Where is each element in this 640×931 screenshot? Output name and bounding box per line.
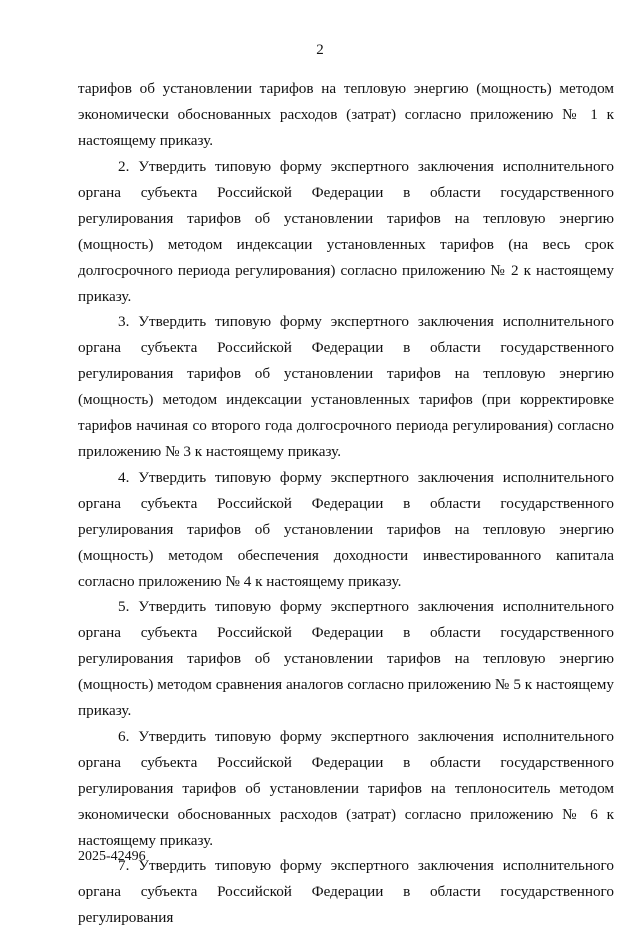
document-body — [78, 76, 614, 931]
paragraph-item-6: 6. Утвердить типовую форму экспертного заключения исполнительного органа субъекта Российской Федерации в области государственного регулирования тарифов об установлении тарифов на теплоноситель методом экономически обоснованных расходов (затрат) согласно приложению № 6 к настоящему приказу. — [78, 727, 614, 849]
paragraph-item-4: 4. Утвердить типовую форму экспертного заключения исполнительного органа субъекта Российской Федерации в области государственного регулирования тарифов об установлении тарифов на тепловую энергию (мощность) методом обеспечения доходности инвестированного капитала согласно приложению № 4 к настоящему приказу. — [78, 468, 614, 590]
paragraph-item-3: 3. Утвердить типовую форму экспертного заключения исполнительного органа субъекта Российской Федерации в области государственного регулирования тарифов об установлении тарифов на тепловую энергию (мощность) методом индексации установленных тарифов (при корректировке тарифов начиная со второго года долгосрочного периода регулирования) согласно приложению № 3 к настоящему приказу. — [78, 313, 614, 460]
document-code: 2025-42496 — [78, 849, 146, 864]
page-number: 2 — [316, 42, 324, 58]
paragraph-item-7: 7. Утвердить типовую форму экспертного заключения исполнительного органа субъекта Российской Федерации в области государственного регулирования — [78, 857, 614, 926]
paragraph-item-2: 2. Утвердить типовую форму экспертного заключения исполнительного органа субъекта Российской Федерации в области государственного регулирования тарифов об установлении тарифов на тепловую энергию (мощность) методом индексации установленных тарифов (на весь срок долгосрочного периода регулирования) согласно приложению № 2 к настоящему приказу. — [78, 157, 614, 305]
paragraph-item-5: 5. Утвердить типовую форму экспертного заключения исполнительного органа субъекта Российской Федерации в области государственного регулирования тарифов об установлении тарифов на тепловую энергию (мощность) методом сравнения аналогов согласно приложению № 5 к настоящему приказу. — [78, 598, 614, 719]
paragraph-continuation: тарифов об установлении тарифов на тепловую энергию (мощность) методом экономически обоснованных расходов (затрат) согласно приложению № 1 к настоящему приказу. — [78, 80, 614, 149]
